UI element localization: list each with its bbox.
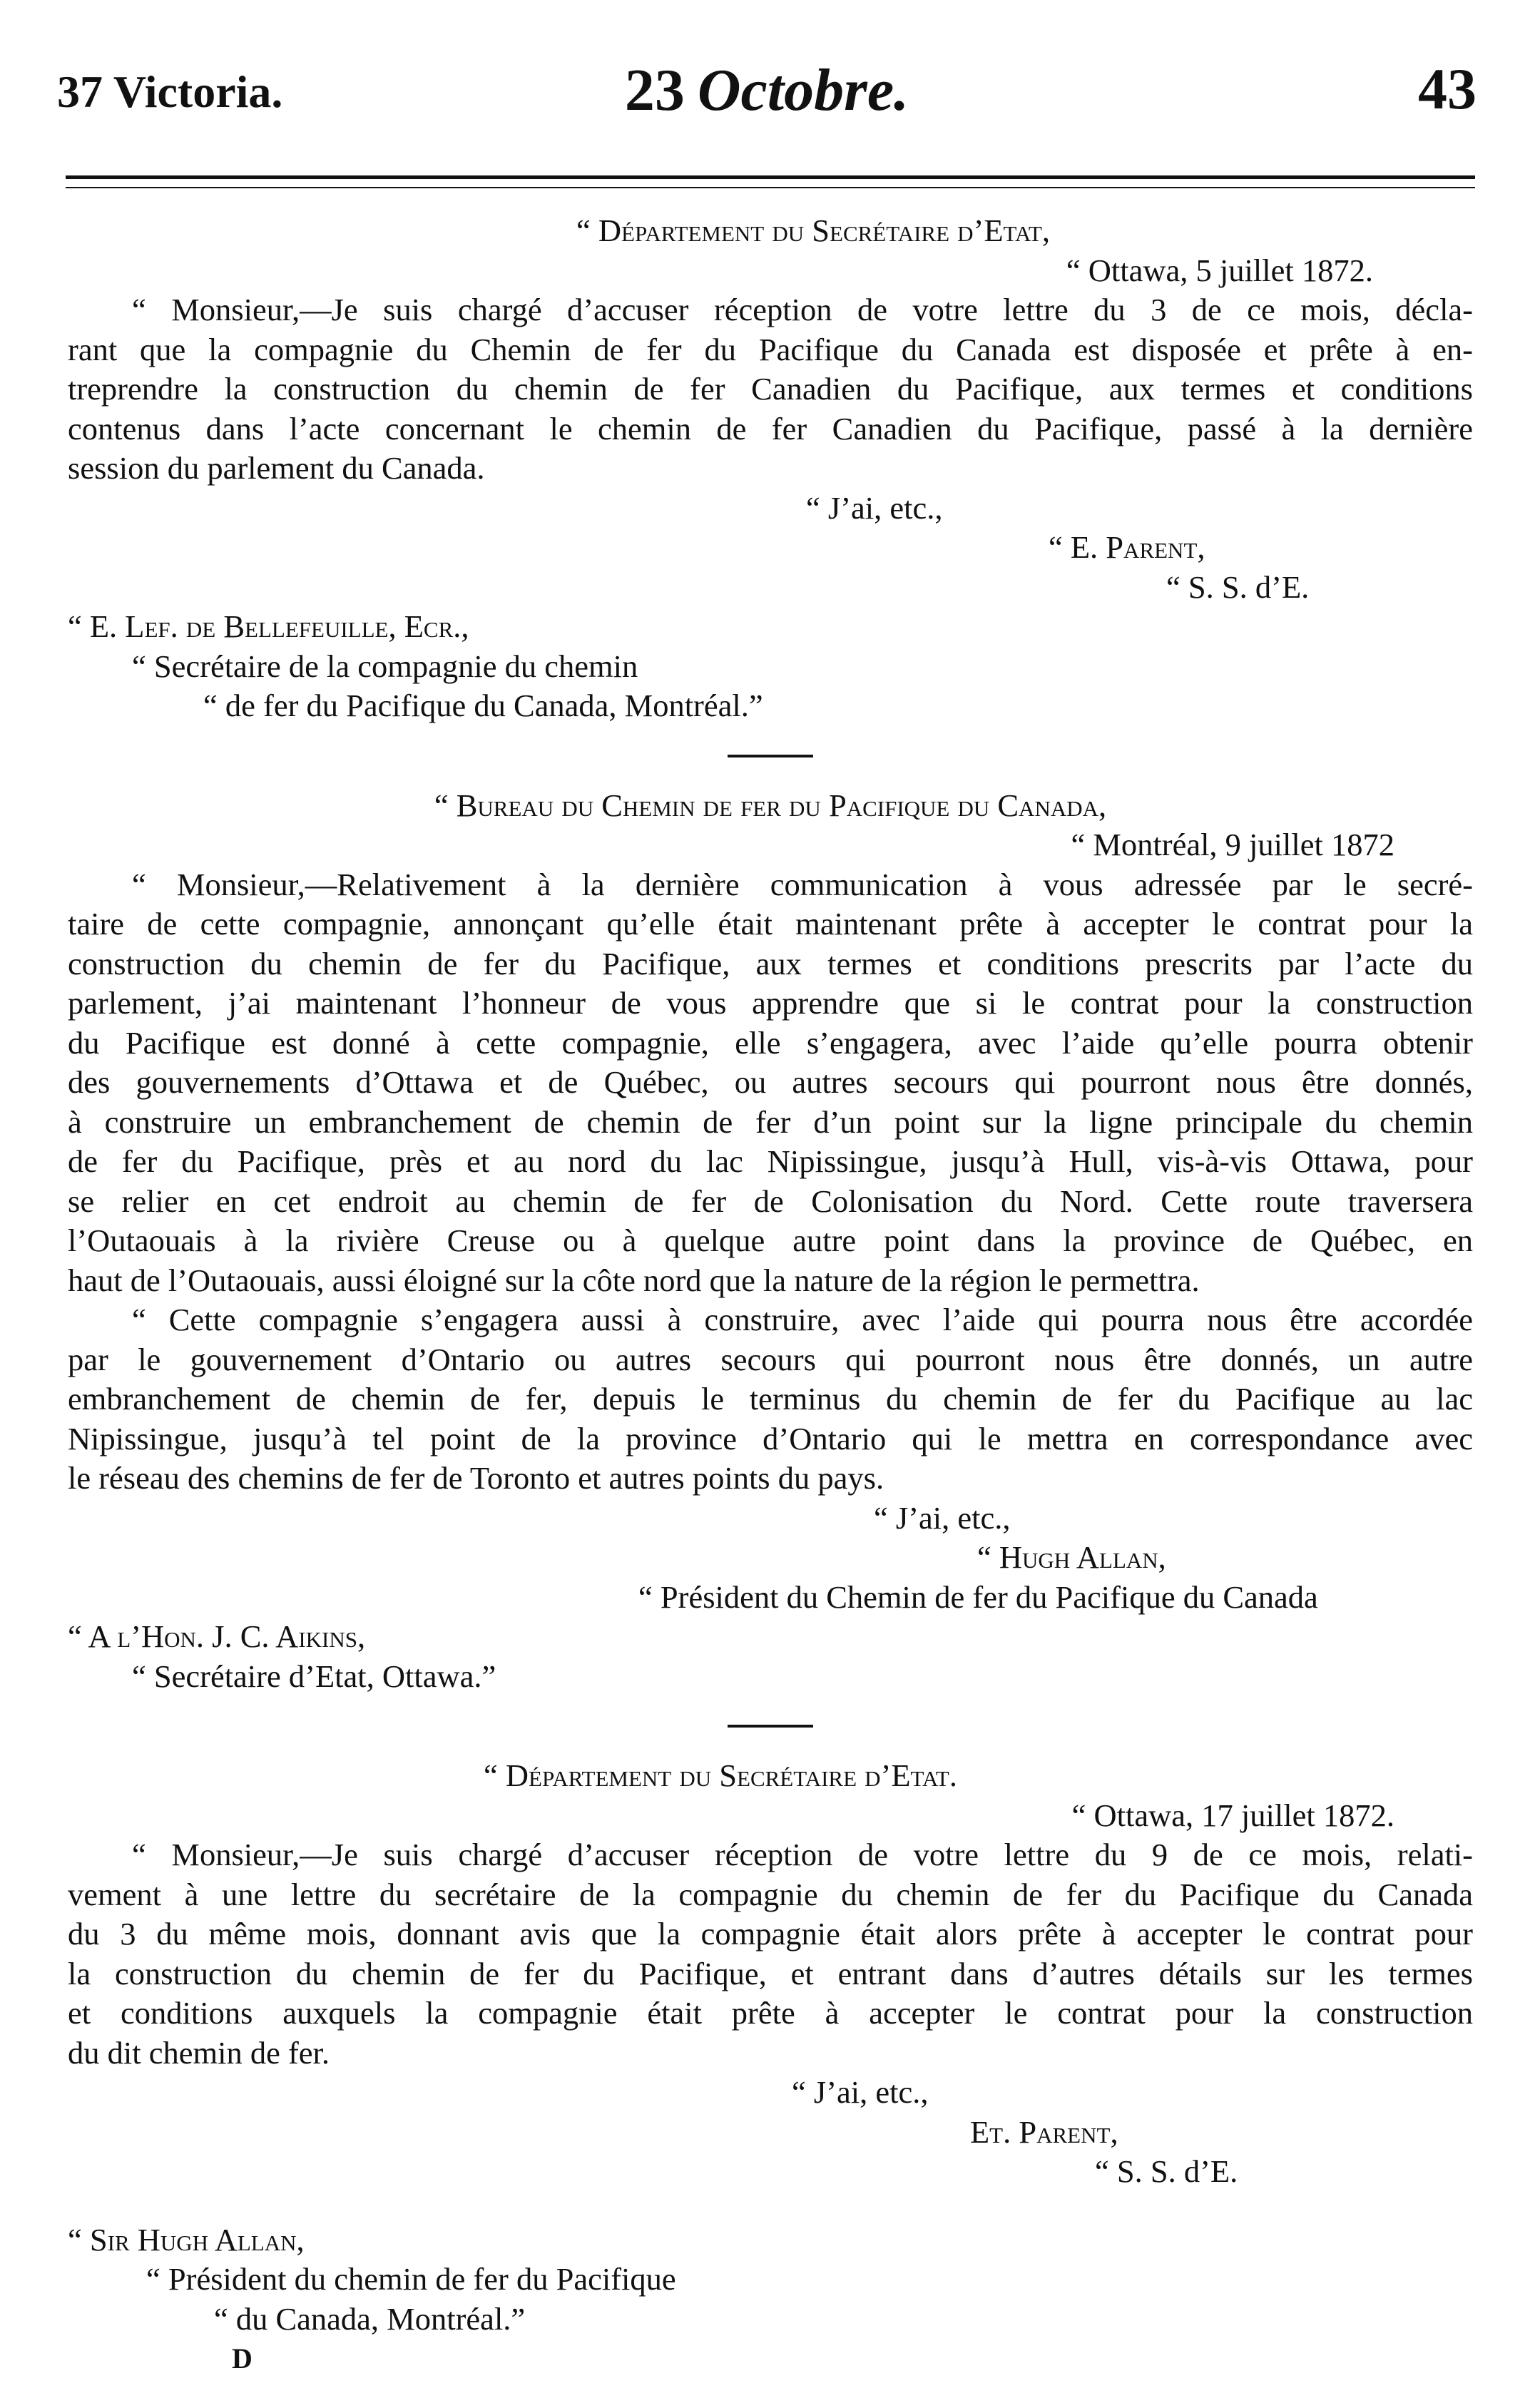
regnal-year: 37 Victoria. <box>57 66 283 117</box>
letter1-body-line: “ Monsieur,—Je suis chargé d’accuser réception de votre lettre du 3 de ce mois, décla- <box>132 292 1473 327</box>
letter2-body-line: Nipissingue, jusqu’à tel point de la province d’Ontario qui le mettra en correspondance avec <box>68 1420 1473 1456</box>
letter1-body-line: treprendre la construction du chemin de fer Canadien du Pacifique, aux termes et conditions <box>68 371 1473 407</box>
letter2-body-line: des gouvernements d’Ottawa et de Québec, ou autres secours qui pourront nous être donnés, <box>68 1064 1473 1100</box>
letter-separator <box>728 755 813 757</box>
letter2-body-line: à construire un embranchement de chemin de fer d’un point sur la ligne principale du chemin <box>68 1103 1473 1140</box>
letter2-body-line: construction du chemin de fer du Pacifique, aux termes et conditions prescrits par l’acte du <box>68 945 1473 981</box>
header-rule <box>66 175 1475 179</box>
letter3-body-line: du dit chemin de fer. <box>68 2034 330 2071</box>
letter2-body-line: haut de l’Outaouais, aussi éloigné sur la côte nord que la nature de la région le permettra. <box>68 1262 1200 1298</box>
letter2-addressee: “ Secrétaire d’Etat, Ottawa.” <box>132 1658 496 1694</box>
letter3-addressee: “ Président du chemin de fer du Pacifique <box>146 2261 676 2297</box>
signature-mark: D <box>232 2342 253 2374</box>
running-head <box>57 56 1477 134</box>
letter2-body-line: taire de cette compagnie, annonçant qu’elle était maintenant prête à accepter le contrat pour la <box>68 906 1473 942</box>
letter1-addressee: “ Secrétaire de la compagnie du chemin <box>132 648 638 684</box>
letter2-body-line: parlement, j’ai maintenant l’honneur de vous apprendre que si le contrat pour la construction <box>68 985 1473 1021</box>
letter1-closing: “ J’ai, etc., <box>806 489 943 526</box>
letter3-heading: “ Département du Secrétaire d’Etat. <box>484 1757 957 1793</box>
page-number: 43 <box>1418 56 1477 121</box>
letter2-heading: “ Bureau du Chemin de fer du Pacifique du Canada, <box>434 787 1107 823</box>
letter1-signature-title: “ S. S. d’E. <box>1166 568 1310 605</box>
letter2-signature: “ Hugh Allan, <box>977 1539 1166 1575</box>
letter3-place-date: “ Ottawa, 17 juillet 1872. <box>1071 1797 1394 1833</box>
letter3-addressee: “ du Canada, Montréal.” <box>214 2300 526 2337</box>
letter3-signature: Et. Parent, <box>970 2113 1118 2150</box>
letter2-closing: “ J’ai, etc., <box>874 1499 1011 1536</box>
letter2-signature-title: “ Président du Chemin de fer du Pacifique du Canada <box>638 1578 1318 1615</box>
letter3-closing: “ J’ai, etc., <box>792 2074 929 2110</box>
letter1-body-line: contenus dans l’acte concernant le chemin de fer Canadien du Pacifique, passé à la dernière <box>68 410 1473 447</box>
letter2-body-line: du Pacifique est donné à cette compagnie, elle s’engagera, avec l’aide qu’elle pourra obtenir <box>68 1024 1473 1061</box>
page-date <box>57 56 1477 125</box>
letter3-body-line: et conditions auxquels la compagnie était prête à accepter le contrat pour la construction <box>68 1995 1473 2031</box>
letter-separator <box>728 1725 813 1728</box>
letter2-body-line: le réseau des chemins de fer de Toronto et autres points du pays. <box>68 1460 884 1496</box>
date-day: 23 <box>624 57 685 123</box>
letter3-body-line: vement à une lettre du secrétaire de la compagnie du chemin de fer du Pacifique du Canada <box>68 1876 1473 1912</box>
letter1-body-line: session du parlement du Canada. <box>68 450 485 486</box>
letter3-body-line: “ Monsieur,—Je suis chargé d’accuser réception de votre lettre du 9 de ce mois, relati- <box>132 1837 1473 1872</box>
letter3-signature-title: “ S. S. d’E. <box>1095 2153 1238 2189</box>
header-rule-thin <box>66 187 1475 188</box>
letter2-place-date: “ Montréal, 9 juillet 1872 <box>1071 827 1394 862</box>
letter1-place-date: “ Ottawa, 5 juillet 1872. <box>1066 252 1373 288</box>
date-month: Octobre. <box>697 57 909 123</box>
letter2-body-line: “ Monsieur,—Relativement à la dernière communication à vous adressée par le secré- <box>132 866 1473 902</box>
letter2-body-line: l’Outaouais à la rivière Creuse ou à quelque autre point dans la province de Québec, en <box>68 1223 1473 1258</box>
letter2-body-line: par le gouvernement d’Ontario ou autres secours qui pourront nous être donnés, un autre <box>68 1341 1473 1377</box>
letter3-body-line: du 3 du même mois, donnant avis que la compagnie était alors prête à accepter le contrat pour <box>68 1916 1473 1952</box>
letter1-signature: “ E. Parent, <box>1049 529 1205 565</box>
letter3-addressee: “ Sir Hugh Allan, <box>68 2221 305 2258</box>
letter2-addressee: “ A l’Hon. J. C. Aikins, <box>68 1618 366 1654</box>
letter1-addressee: “ E. Lef. de Bellefeuille, Ecr., <box>68 608 469 644</box>
letter2-body-line: se relier en cet endroit au chemin de fer de Colonisation du Nord. Cette route traversera <box>68 1183 1473 1219</box>
letter2-body-line: “ Cette compagnie s’engagera aussi à construire, avec l’aide qui pourra nous être accordée <box>132 1302 1473 1337</box>
spacer <box>68 2192 1473 2220</box>
letter2-body-line: embranchement de chemin de fer, depuis le terminus du chemin de fer du Pacifique au lac <box>68 1381 1473 1417</box>
letter1-heading: “ Département du Secrétaire d’Etat, <box>576 213 1050 248</box>
page-body <box>68 211 1473 2379</box>
letter2-body-line: de fer du Pacifique, près et au nord du lac Nipissingue, jusqu’à Hull, vis-à-vis Ottawa, pour <box>68 1143 1473 1179</box>
letter1-body-line: rant que la compagnie du Chemin de fer du Pacifique du Canada est disposée et prête à en- <box>68 331 1473 367</box>
letter1-addressee: “ de fer du Pacifique du Canada, Montréal.” <box>203 688 763 723</box>
letter3-body-line: la construction du chemin de fer du Pacifique, et entrant dans d’autres détails sur les termes <box>68 1955 1473 1991</box>
